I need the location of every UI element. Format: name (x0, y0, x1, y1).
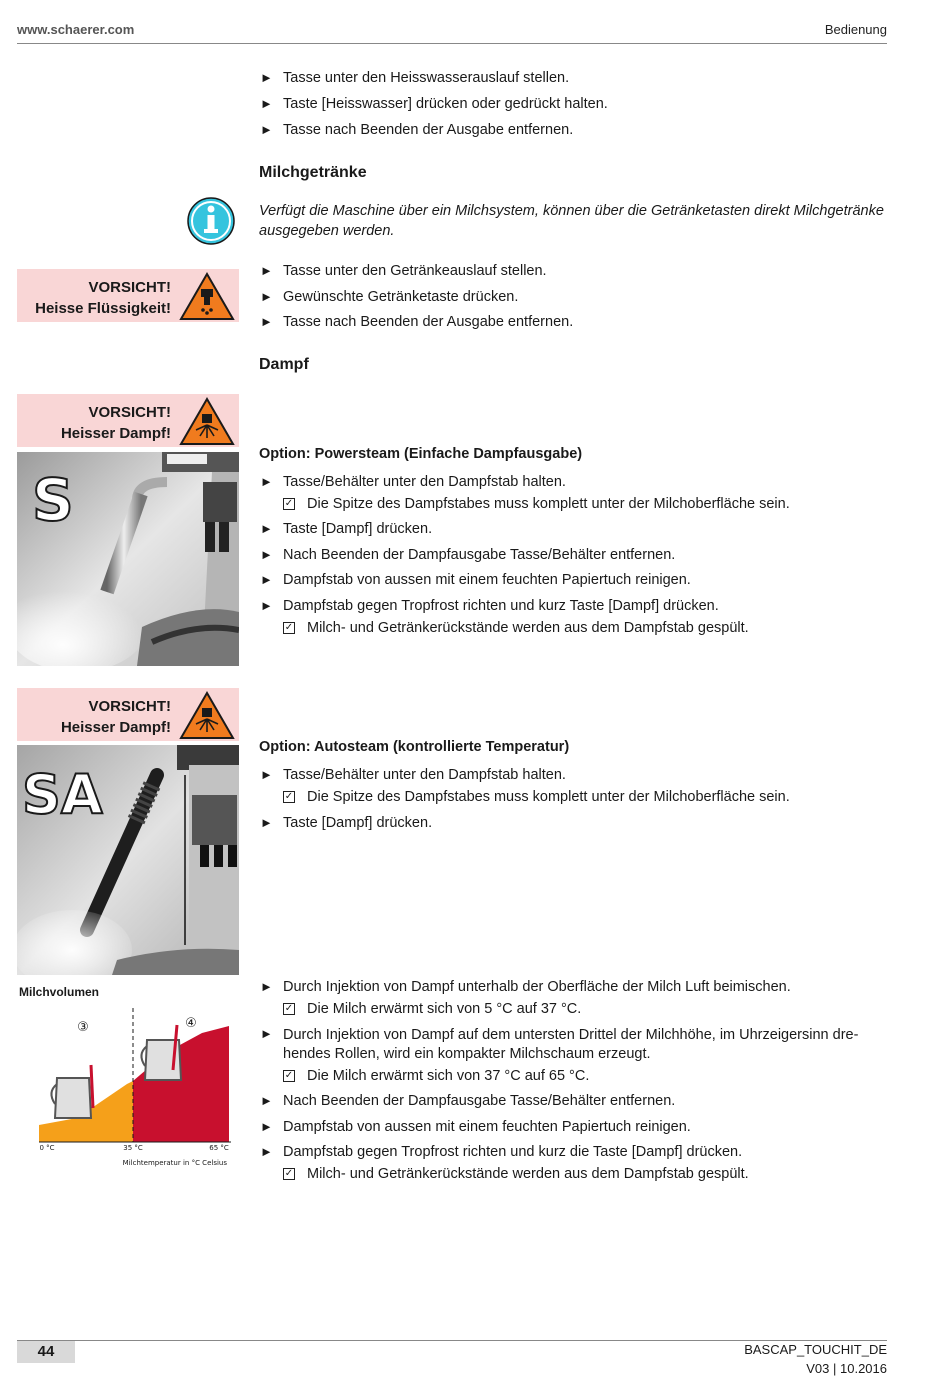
chart-ylabel: Milchvolumen (19, 985, 100, 999)
instruction-step: ► Tasse nach Beenden der Ausgabe entfernen. (259, 122, 889, 138)
instruction-step: ► Dampfstab gegen Tropfrost richten und kurz Taste [Dampf] drücken. (259, 598, 889, 614)
instruction-step: ► Tasse unter den Heisswasserauslauf stellen. (259, 70, 889, 86)
warning-label: VORSICHT! (88, 279, 171, 296)
warning-hot-steam (17, 394, 239, 447)
warning-hot-liquid (17, 269, 239, 322)
milk-info-note: Verfügt die Maschine über ein Milchsystem, können über die Getränketasten direkt Milchgetränke ausgegeben werden. (259, 203, 884, 239)
tick-label: 65 °C (209, 1144, 229, 1152)
powersteam-title: Option: Powersteam (Einfache Dampfausgabe) (259, 446, 583, 462)
header-divider (17, 43, 887, 44)
phase3-marker: ③ (77, 1020, 89, 1035)
warning-text: Heisser Dampf! (60, 719, 171, 736)
result-text: Milch- und Getränkerückstände werden aus dem Dampfstab gespült. (307, 620, 749, 636)
result-text: Die Milch erwärmt sich von 5 °C auf 37 °C. (307, 1001, 582, 1017)
checkbox-icon: ✓ (284, 622, 294, 633)
warning-text: Heisse Flüssigkeit! (35, 300, 171, 317)
instruction-step: ► Tasse/Behälter unter den Dampfstab halten. (259, 474, 889, 490)
instruction-step: ► Dampfstab gegen Tropfrost richten und kurz die Taste [Dampf] drücken. (259, 1144, 889, 1160)
warning-label: VORSICHT! (88, 698, 171, 715)
document-id: BASCAP_TOUCHIT_DE (744, 1342, 887, 1357)
photo-label: SA (22, 763, 103, 826)
result-item (283, 496, 889, 512)
hot-steam-warning-icon (179, 690, 235, 740)
checkbox-icon: ✓ (284, 1070, 294, 1081)
powersteam-photo (17, 452, 239, 666)
instruction-step: ► Durch Injektion von Dampf unterhalb der Oberfläche der Milch Luft beimischen. (259, 979, 889, 995)
instruction-step: ► Taste [Heisswasser] drücken oder gedrückt halten. (259, 96, 889, 112)
instruction-step: ► Dampfstab von aussen mit einem feuchten Papiertuch reinigen. (259, 1119, 889, 1135)
milk-temperature-chart (17, 1000, 239, 1175)
instruction-step: ► Gewünschte Getränketaste drücken. (259, 289, 889, 305)
instruction-step: ► Tasse nach Beenden der Ausgabe entfernen. (259, 314, 889, 330)
checkbox-icon: ✓ (284, 1168, 294, 1179)
chart-xlabel: Milchtemperatur in °C Celsius (122, 1159, 227, 1167)
tick-label: 0 °C (39, 1144, 55, 1152)
phase4-marker: ④ (185, 1016, 197, 1031)
tick-label: 35 °C (123, 1144, 143, 1152)
result-text: Die Milch erwärmt sich von 37 °C auf 65 °C. (307, 1068, 590, 1084)
photo-label: S (32, 466, 74, 534)
result-item (283, 620, 889, 636)
footer-divider (17, 1340, 887, 1341)
instruction-step: ► Tasse/Behälter unter den Dampfstab halten. (259, 767, 889, 783)
milk-section-title: Milchgetränke (259, 164, 367, 181)
result-item (283, 1166, 889, 1182)
warning-label: VORSICHT! (88, 404, 171, 421)
milk-jug-icon (141, 1025, 181, 1080)
warning-text: Heisser Dampf! (60, 425, 171, 442)
checkbox-icon: ✓ (284, 1003, 294, 1014)
steam-section-title: Dampf (259, 356, 309, 373)
page-number: 44 (17, 1341, 75, 1363)
info-icon (186, 196, 236, 246)
result-item (283, 1068, 889, 1084)
instruction-step: ► Nach Beenden der Dampfausgabe Tasse/Behälter entfernen. (259, 547, 889, 563)
result-item (283, 789, 889, 805)
instruction-step: ► Nach Beenden der Dampfausgabe Tasse/Behälter entfernen. (259, 1093, 889, 1109)
document-version: V03 | 10.2016 (806, 1361, 887, 1376)
instruction-step: ► Tasse unter den Getränkeauslauf stellen. (259, 263, 889, 279)
hot-steam-warning-icon (179, 396, 235, 446)
autosteam-title: Option: Autosteam (kontrollierte Temperatur) (259, 739, 570, 755)
instruction-step: ► Dampfstab von aussen mit einem feuchten Papiertuch reinigen. (259, 572, 889, 588)
warning-hot-steam (17, 688, 239, 741)
milk-jug-icon (51, 1065, 93, 1118)
hot-liquid-warning-icon (179, 271, 235, 321)
checkbox-icon: ✓ (284, 498, 294, 509)
result-text: Die Spitze des Dampfstabes muss komplett unter der Milchoberfläche sein. (307, 789, 790, 805)
result-text: Milch- und Getränkerückstände werden aus dem Dampfstab gespült. (307, 1166, 749, 1182)
instruction-step: ► Taste [Dampf] drücken. (259, 815, 889, 831)
result-item (283, 1001, 889, 1017)
instruction-step: ► Durch Injektion von Dampf auf dem untersten Drittel der Milchhöhe, im Uhrzeigersinn drehendes Rollen, wird ein kompakter Milchschaum erzeugt. (259, 1026, 889, 1064)
autosteam-photo (17, 745, 239, 975)
result-text: Die Spitze des Dampfstabes muss komplett unter der Milchoberfläche sein. (307, 496, 790, 512)
section-title: Bedienung (824, 22, 887, 37)
checkbox-icon: ✓ (284, 791, 294, 802)
website-url: www.schaerer.com (17, 22, 135, 37)
instruction-step: ► Taste [Dampf] drücken. (259, 521, 889, 537)
